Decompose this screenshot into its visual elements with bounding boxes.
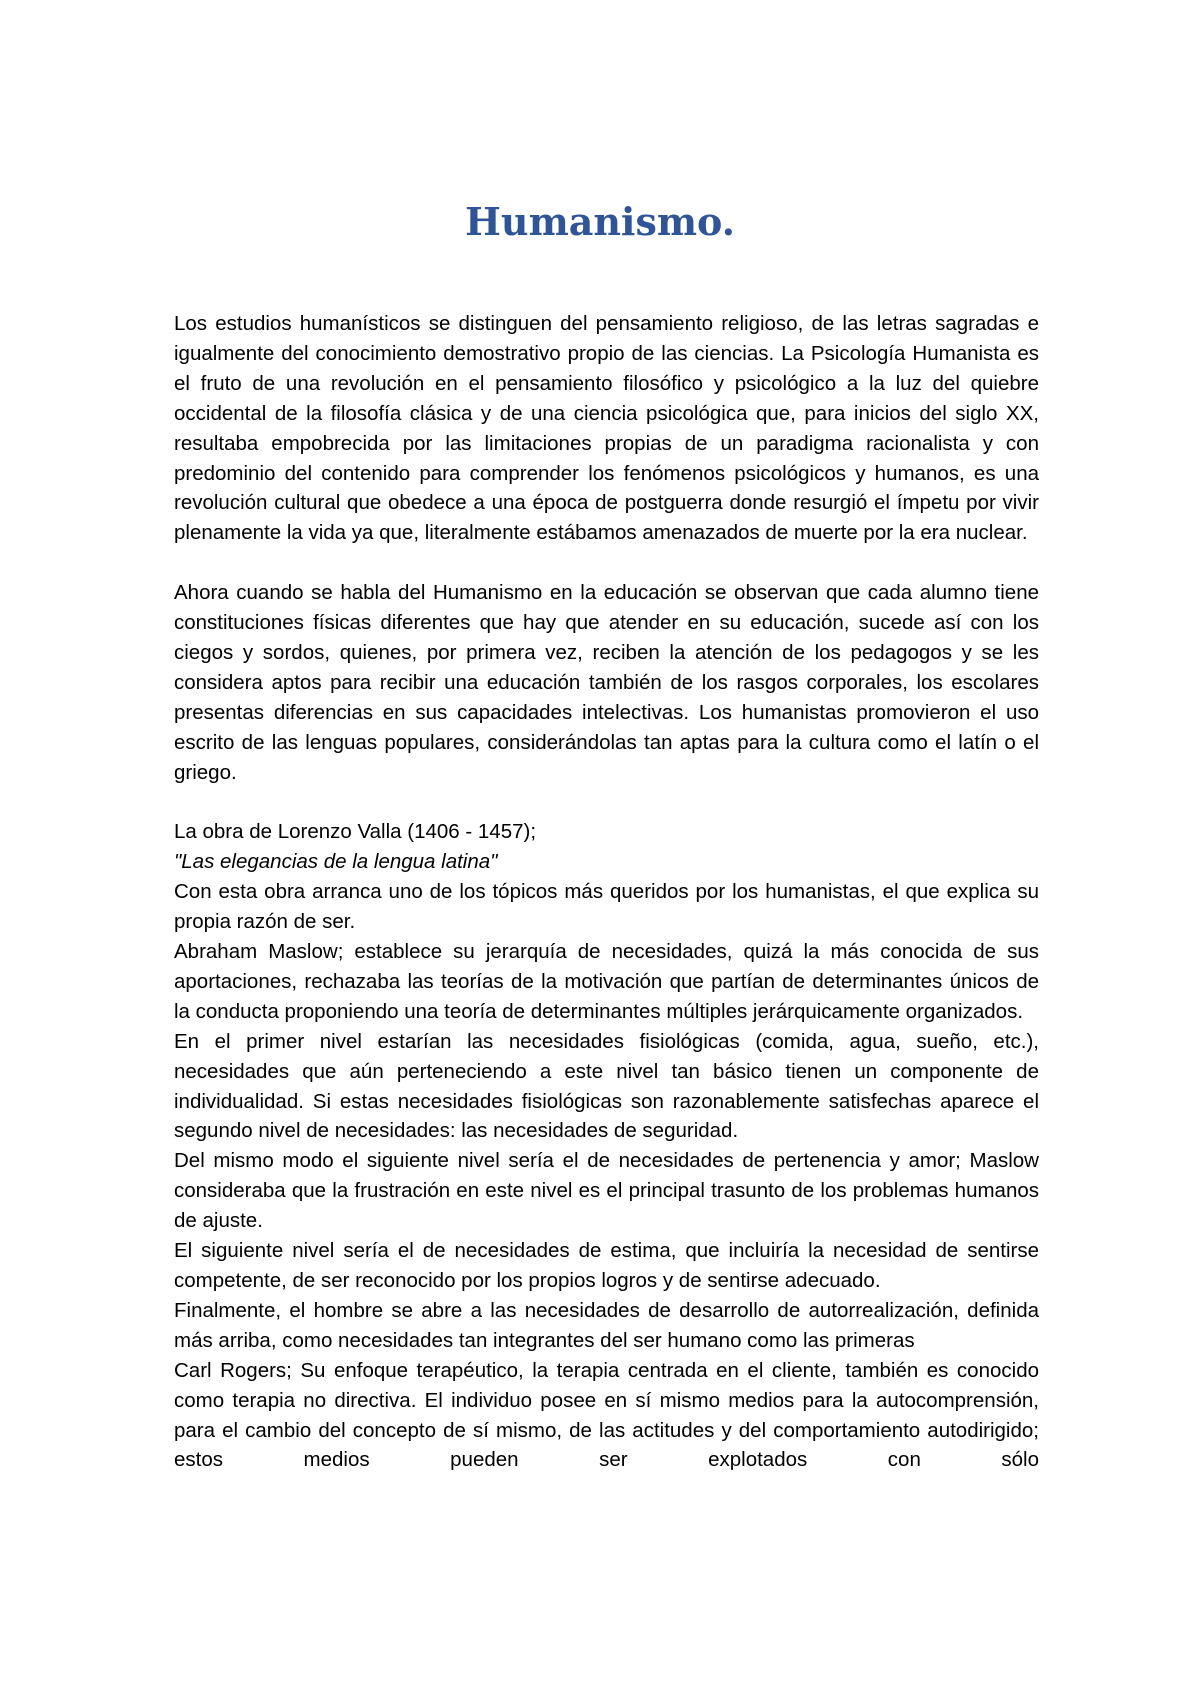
- paragraph-first-level: En el primer nivel estarían las necesidades fisiológicas (comida, agua, sueño, etc.), necesidades que aún perteneciendo a este nivel tan básico tienen un componente de individualidad. Si estas necesidades fisiológicas son razonablemente satisfechas aparece el segundo nivel de necesidades: las necesidades de seguridad.: [174, 1029, 1039, 1143]
- document-title: Humanismo.: [465, 199, 735, 244]
- paragraph-esteem-level: El siguiente nivel sería el de necesidades de estima, que incluiría la necesidad de sentirse competente, de ser reconocido por los propios logros y de sentirse adecuado.: [174, 1239, 1039, 1292]
- paragraph-self-actualization: Finalmente, el hombre se abre a las necesidades de desarrollo de autorrealización, definida más arriba, como necesidades tan integrantes del ser humano como las primeras: [174, 1298, 1039, 1352]
- paragraph-intro: Los estudios humanísticos se distinguen del pensamiento religioso, de las letras sagradas e igualmente del conocimiento demostrativo propio de las ciencias. La Psicología Humanista es el fruto de una revolución en el pensamiento filosófico y psicológico a la luz del quiebre occidental de la filosofía clásica y de una ciencia psicológica que, para inicios del siglo XX, resultaba empobrecida por las limitaciones propias de un paradigma racionalista y con predominio del contenido para comprender los fenómenos psicológicos y humanos, es una revolución cultural que obedece a una época de postguerra donde resurgió el ímpetu por vivir plenamente la vida ya que, literalmente estábamos amenazados de muerte por la era nuclear.: [174, 312, 1039, 545]
- paragraph-work-title: "Las elegancias de la lengua latina": [174, 850, 498, 874]
- paragraph-lorenzo-valla: La obra de Lorenzo Valla (1406 - 1457);: [174, 820, 537, 844]
- paragraph-work-description: Con esta obra arranca uno de los tópicos más queridos por los humanistas, el que explica su propia razón de ser.: [174, 880, 1039, 934]
- paragraph-belonging-level: Del mismo modo el siguiente nivel sería el de necesidades de pertenencia y amor; Maslow consideraba que la frustración en este nivel es el principal trasunto de los problemas humanos de ajuste.: [174, 1149, 1039, 1233]
- paragraph-maslow: Abraham Maslow; establece su jerarquía de necesidades, quizá la más conocida de sus aportaciones, rechazaba las teorías de la motivación que partían de determinantes únicos de la conducta proponiendo una teoría de determinantes múltiples jerárquicamente organizados.: [174, 940, 1039, 1023]
- document-body: [174, 309, 1039, 1475]
- paragraph-carl-rogers: Carl Rogers; Su enfoque terapéutico, la terapia centrada en el cliente, también es conocido como terapia no directiva. El individuo posee en sí mismo medios para la autocomprensión, para el cambio del concepto de sí mismo, de las actitudes y del comportamiento autodirigido; estos medios pueden ser explotados con sólo: [174, 1358, 1039, 1472]
- paragraph-education: Ahora cuando se habla del Humanismo en la educación se observan que cada alumno tiene constituciones físicas diferentes que hay que atender en su educación, sucede así con los ciegos y sordos, quienes, por primera vez, reciben la atención de los pedagogos y se les considera aptos para recibir una educación también de los rasgos corporales, los escolares presentas diferencias en sus capacidades intelectivas. Los humanistas promovieron el uso escrito de las lenguas populares, considerándolas tan aptas para la cultura como el latín o el griego.: [174, 581, 1039, 784]
